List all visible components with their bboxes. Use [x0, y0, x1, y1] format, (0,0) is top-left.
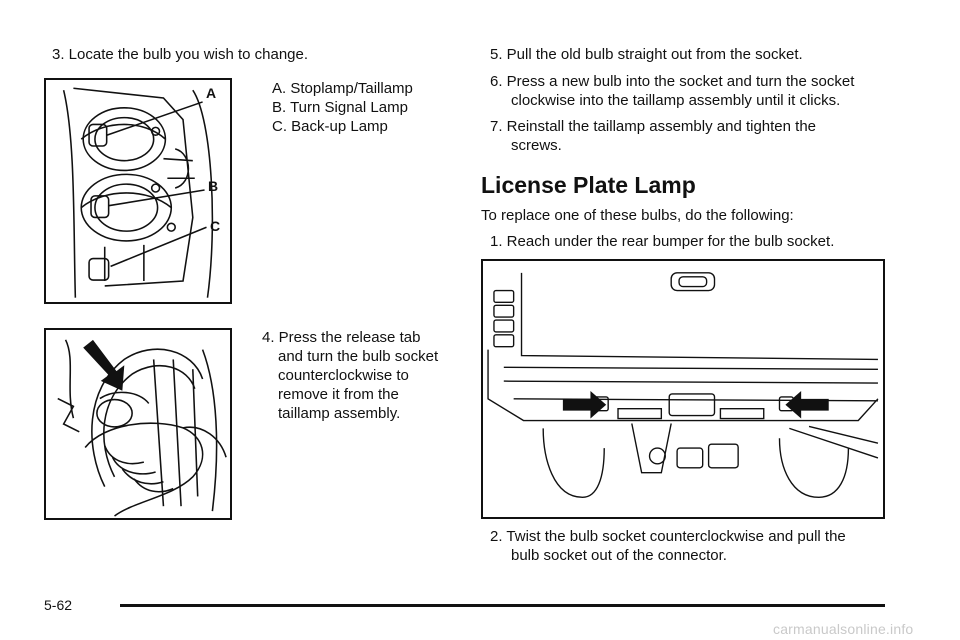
step-5-text: 5. Pull the old bulb straight out from the socket.	[490, 46, 803, 63]
watermark: carmanualsonline.info	[773, 621, 914, 637]
footer-rule	[120, 604, 885, 607]
step-7-line-2: screws.	[511, 137, 562, 154]
callout-b: B	[208, 178, 219, 194]
step-6-line-1: 6. Press a new bulb into the socket and turn the socket	[490, 73, 855, 90]
step-6-line-2: clockwise into the taillamp assembly until it clicks.	[511, 92, 841, 109]
left-arrow-icon	[563, 391, 606, 419]
legend-item-c: C. Back-up Lamp	[272, 118, 388, 135]
step-4-line-3: counterclockwise to	[278, 367, 409, 384]
intro-text: To replace one of these bulbs, do the following:	[481, 207, 794, 224]
callout-c: C	[210, 218, 221, 234]
step-4-line-4: remove it from the	[278, 386, 399, 403]
taillamp-bulbs-figure	[44, 78, 232, 304]
lp-step-2-line-2: bulb socket out of the connector.	[511, 547, 727, 564]
step-4-line-5: taillamp assembly.	[278, 405, 401, 422]
step-4-line-2: and turn the bulb socket	[278, 348, 439, 365]
lp-step-2-line-1: 2. Twist the bulb socket counterclockwise and pull the	[490, 528, 846, 545]
rear-bumper-illustration	[483, 261, 883, 517]
lp-step-1-text: 1. Reach under the rear bumper for the bulb socket.	[490, 233, 835, 250]
hand-socket-illustration	[46, 330, 230, 518]
section-title: License Plate Lamp	[481, 172, 696, 198]
page-number: 5-62	[44, 597, 73, 613]
rear-bumper-figure	[481, 259, 885, 519]
step-4-line-1: 4. Press the release tab	[262, 329, 421, 346]
step-7-line-1: 7. Reinstall the taillamp assembly and tighten the	[490, 118, 817, 135]
taillamp-illustration	[46, 80, 230, 302]
step-3-text: 3. Locate the bulb you wish to change.	[52, 46, 309, 63]
legend-item-b: B. Turn Signal Lamp	[272, 99, 408, 116]
legend-item-a: A. Stoplamp/Taillamp	[272, 80, 413, 97]
callout-a: A	[206, 85, 217, 101]
release-tab-figure	[44, 328, 232, 520]
right-arrow-icon	[785, 391, 828, 419]
